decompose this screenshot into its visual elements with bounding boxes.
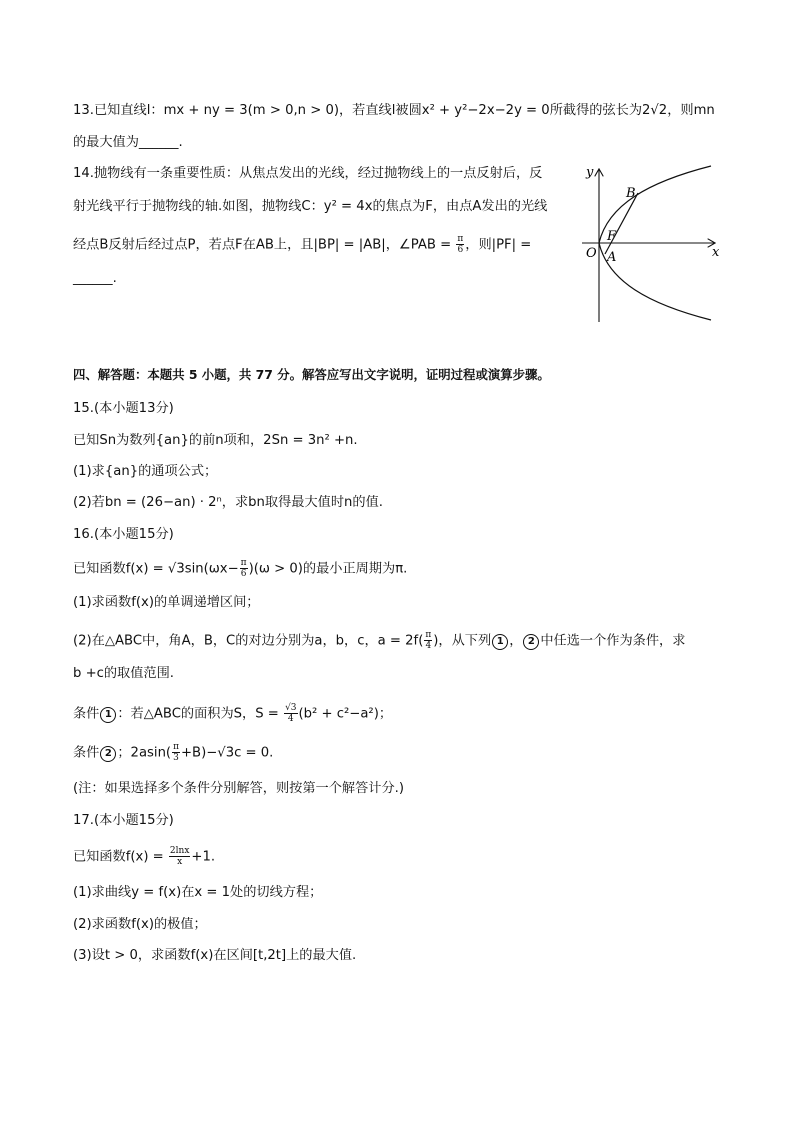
q16-stem xyxy=(73,558,407,579)
q17-stem-text-a: 已知函数f(x) = xyxy=(73,849,168,865)
q13-line2: 的最大值为______. xyxy=(73,135,183,150)
q13-line1: 13.已知直线l：mx + ny = 3(m > 0,n > 0)，若直线l被圆x² + y²−2x−2y = 0所截得的弦长为2√2，则mn xyxy=(73,103,715,118)
fraction-numerator: π xyxy=(425,630,432,640)
condition1-text-b: (b² + c²−a²)； xyxy=(298,706,393,722)
q15-part2: (2)若bn = (26−an) · 2ⁿ，求bn取得最大值时n的值. xyxy=(73,495,383,510)
circled-two-icon: 2 xyxy=(523,634,539,650)
q16-part1: (1)求函数f(x)的单调递增区间； xyxy=(73,595,260,610)
segment-ab xyxy=(605,193,638,254)
q16-part2-text-c: ， xyxy=(509,633,523,649)
q14-line3-text-a: 经点B反射后经过点P，若点F在AB上，且|BP| = |AB|，∠PAB = xyxy=(73,237,456,253)
q14-line4: ______. xyxy=(73,271,117,286)
q17-stem xyxy=(73,846,215,867)
q14-line3 xyxy=(73,234,531,255)
q14-line2: 射光线平行于抛物线的轴.如图，抛物线C：y² = 4x的焦点为F，由点A发出的光线 xyxy=(73,199,548,214)
label-a: A xyxy=(607,250,617,265)
label-x: x xyxy=(712,245,720,260)
fraction-denominator: 4 xyxy=(287,714,294,724)
parabola-figure xyxy=(578,160,728,328)
condition1-label: 条件 xyxy=(73,706,100,722)
fraction-numerator: π xyxy=(457,234,464,244)
fraction-denominator: x xyxy=(177,857,183,867)
q14-line1: 14.抛物线有一条重要性质：从焦点发出的光线，经过抛物线上的一点反射后，反 xyxy=(73,166,543,181)
q14-angle-fraction xyxy=(456,234,464,255)
q15-title: 15.(本小题13分) xyxy=(73,401,174,416)
q16-part2 xyxy=(73,630,685,651)
fraction-numerator: π xyxy=(240,558,247,568)
q16-stem-text-a: 已知函数f(x) = √3sin(ωx− xyxy=(73,561,239,577)
label-f: F xyxy=(607,229,617,244)
fraction-denominator: 6 xyxy=(240,569,247,579)
label-y: y xyxy=(586,165,594,180)
condition2-label: 条件 xyxy=(73,745,100,761)
fraction-denominator: 4 xyxy=(425,641,432,651)
q17-part3: (3)设t > 0，求函数f(x)在区间[t,2t]上的最大值. xyxy=(73,948,357,963)
fraction-denominator: 6 xyxy=(457,245,464,255)
q16-title: 16.(本小题15分) xyxy=(73,527,174,542)
q16-stem-text-b: )(ω > 0)的最小正周期为π. xyxy=(248,561,408,577)
q16-condition1 xyxy=(73,703,392,724)
label-o: O xyxy=(586,246,597,261)
q16-part2-fraction xyxy=(424,630,432,651)
q17-stem-text-b: +1. xyxy=(191,849,216,865)
condition1-fraction xyxy=(284,703,297,724)
q17-stem-fraction xyxy=(169,846,190,867)
q15-part1: (1)求{an}的通项公式； xyxy=(73,464,218,479)
q16-part2-text-b: )，从下列 xyxy=(433,633,492,649)
q16-note: (注：如果选择多个条件分别解答，则按第一个解答计分.) xyxy=(73,781,404,796)
condition2-text-a: ；2asin( xyxy=(117,745,172,761)
condition1-text-a: ：若△ABC的面积为S，S = xyxy=(117,706,284,722)
q14-line3-text-b: ，则|PF| = xyxy=(465,237,532,253)
circled-one-icon: 1 xyxy=(100,707,116,723)
fraction-numerator: √3 xyxy=(285,703,297,713)
q15-stem: 已知Sn为数列{an}的前n项和，2Sn = 3n² +n. xyxy=(73,433,358,448)
fraction-denominator: 3 xyxy=(173,753,179,763)
label-b: B xyxy=(626,186,636,201)
circled-two-icon: 2 xyxy=(100,746,116,762)
circled-one-icon: 1 xyxy=(492,634,508,650)
q17-title: 17.(本小题15分) xyxy=(73,813,174,828)
q16-part2-line2: b +c的取值范围. xyxy=(73,666,174,681)
q17-part2: (2)求函数f(x)的极值； xyxy=(73,917,207,932)
fraction-numerator: π xyxy=(173,742,179,752)
condition2-fraction xyxy=(172,742,180,763)
q16-condition2 xyxy=(73,742,273,763)
fraction-numerator: 2lnx xyxy=(169,846,190,856)
q16-part2-text-a: (2)在△ABC中，角A，B，C的对边分别为a，b，c，a = 2f( xyxy=(73,633,424,649)
section4-heading: 四、解答题：本题共 5 小题，共 77 分。解答应写出文字说明，证明过程或演算步骤。 xyxy=(73,367,550,382)
condition2-text-b: +B)−√3c = 0. xyxy=(181,745,274,761)
q17-part1: (1)求曲线y = f(x)在x = 1处的切线方程； xyxy=(73,885,323,900)
q16-stem-fraction xyxy=(240,558,248,579)
q16-part2-text-d: 中任选一个作为条件，求 xyxy=(540,633,686,649)
